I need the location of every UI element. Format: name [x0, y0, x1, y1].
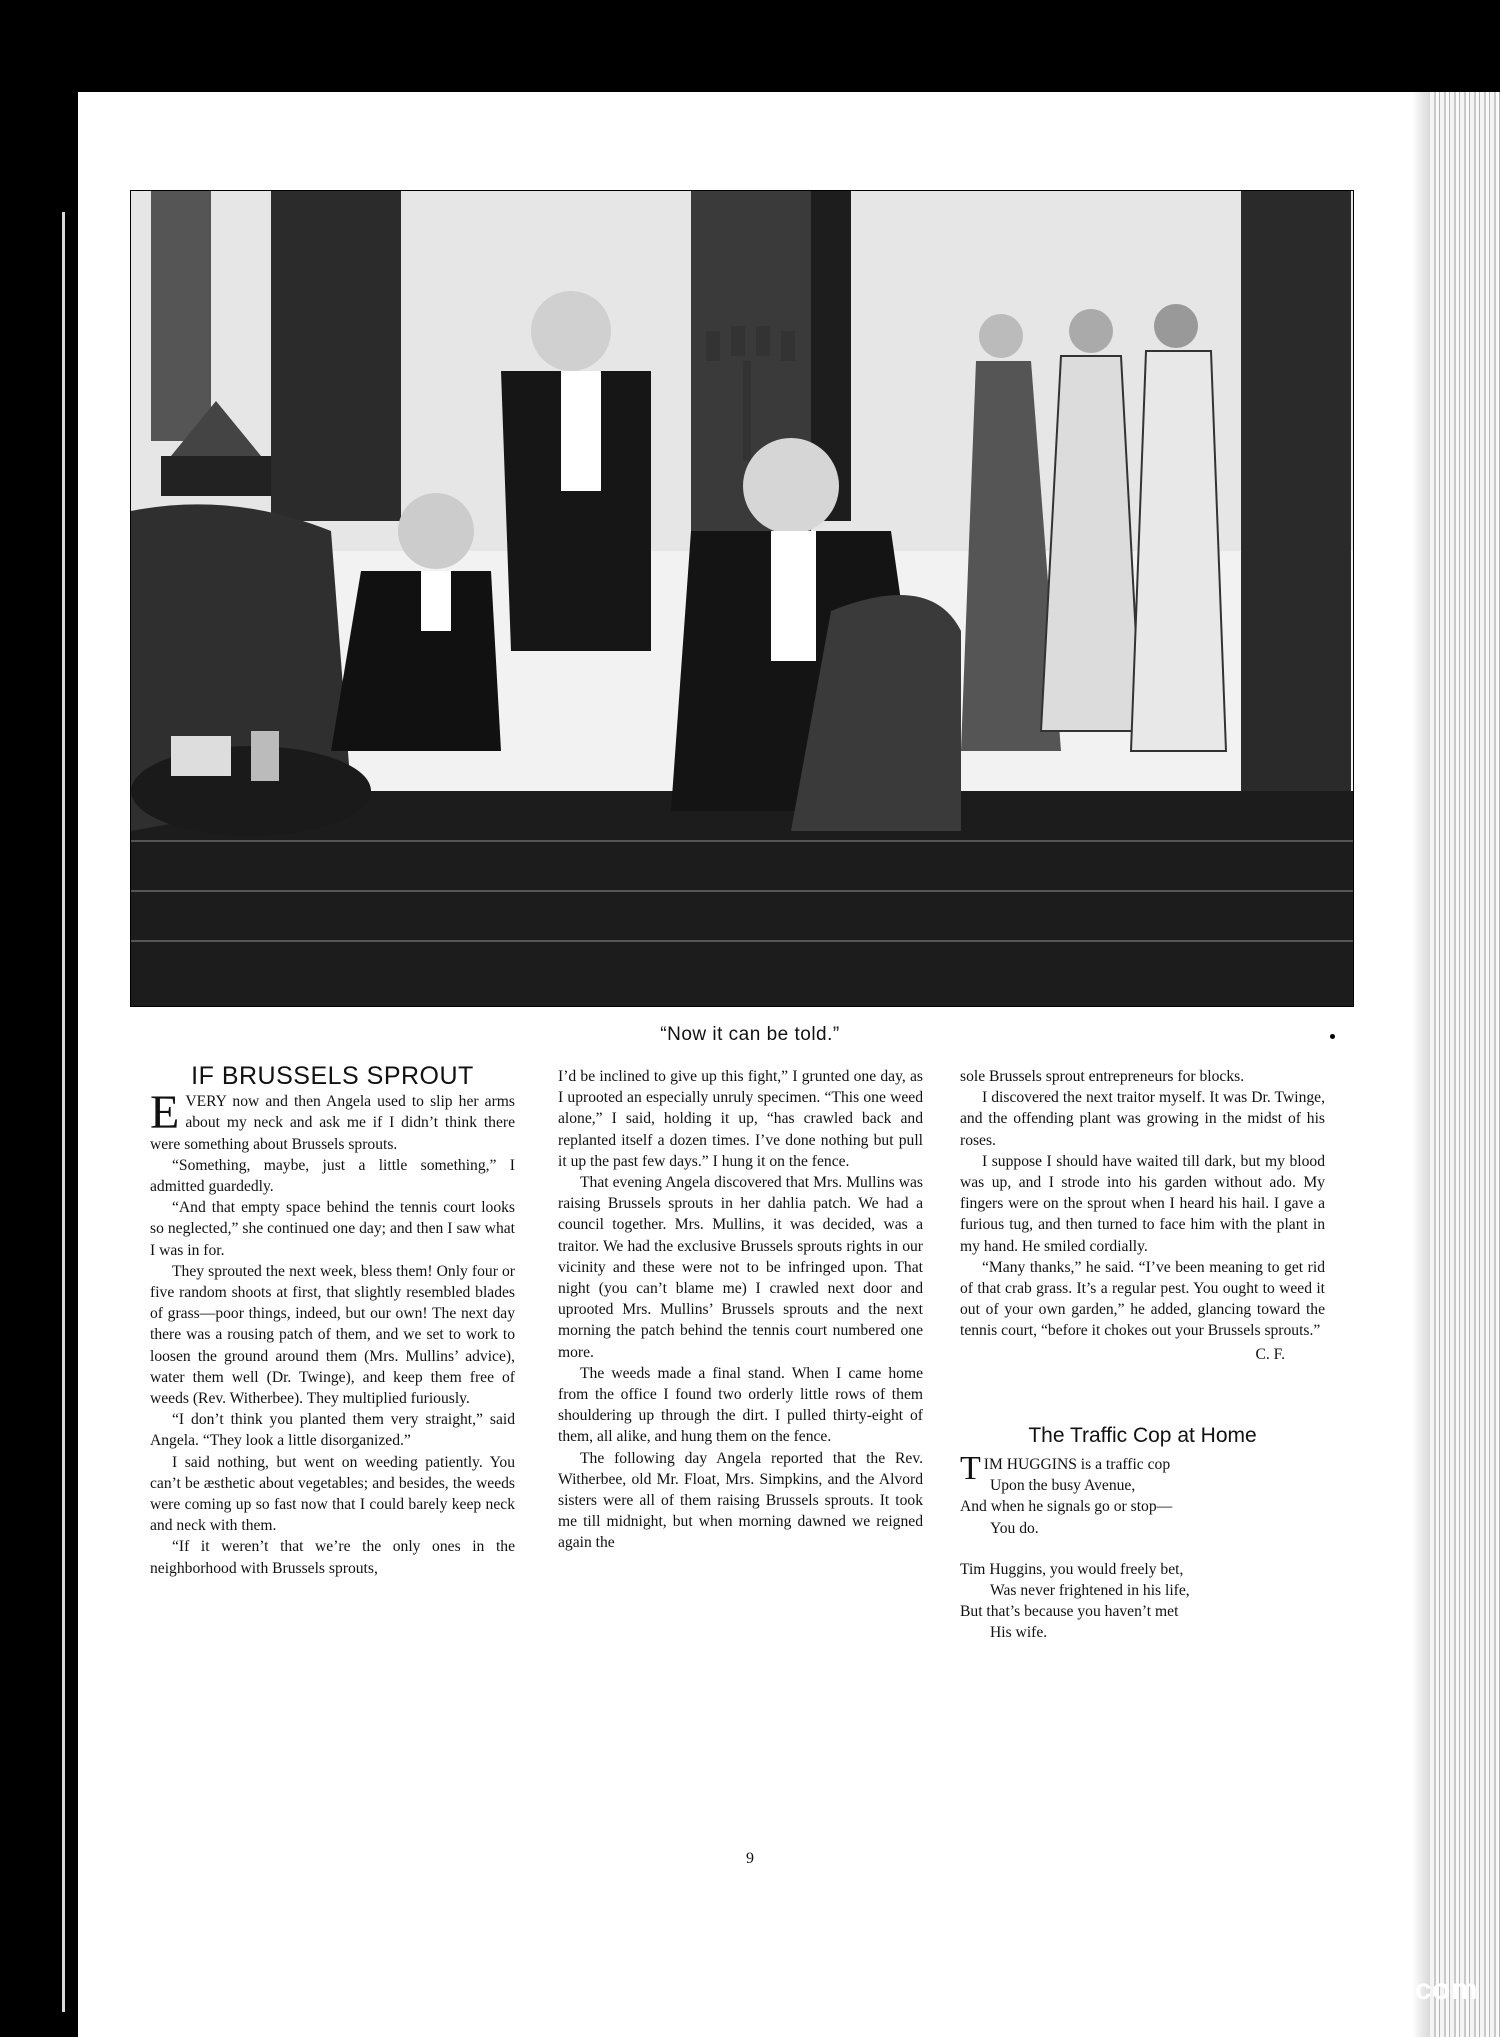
article-column-2: [558, 1066, 923, 1554]
poem-line: Upon the busy Avenue,: [990, 1477, 1136, 1495]
page-number: 9: [746, 1850, 754, 1867]
page-edge-shadow: [1412, 92, 1430, 2037]
author-signature: C. F.: [1255, 1345, 1285, 1363]
drawing-room-sketch: [131, 191, 1353, 1006]
illustration-caption: “Now it can be told.”: [660, 1024, 840, 1045]
article-paragraph: The following day Angela reported that the Rev. Witherbee, old Mr. Float, Mrs. Simpkins, and the Alvord sisters were all of them raising Brussels sprouts. It took me till midnight, but when morning dawned we reigned again the: [558, 1449, 923, 1552]
poem-line: TIM HUGGINS is a traffic cop: [960, 1450, 1171, 1488]
article-paragraph: sole Brussels sprout entrepreneurs for blocks.: [960, 1068, 1245, 1085]
article-column-3: [960, 1066, 1325, 1644]
article-column-1: [150, 1062, 515, 1579]
article-paragraph: The weeds made a final stand. When I came home from the office I found two orderly little rows of them shouldering up through the dirt. I pulled thirty-eight of them, all alike, and hung them on the fence.: [558, 1364, 923, 1446]
poem-line: His wife.: [990, 1624, 1048, 1642]
poem-line: Tim Huggins, you would freely bet,: [960, 1560, 1184, 1578]
book-spine: [0, 92, 78, 2037]
watermark-logo: comicbooks.com: [1225, 1973, 1478, 2006]
article-title: IF BRUSSELS SPROUT: [191, 1062, 474, 1090]
article-paragraph: “If it weren’t that we’re the only ones in the neighborhood with Brussels sprouts,: [150, 1538, 515, 1577]
article-drop-cap: E: [150, 1086, 180, 1140]
article-paragraph: They sprouted the next week, bless them! Only four or five random shoots at first, that slightly resembled blades of grass—poor things, indeed, but our own! The next day there was a rousing patch of them, and we set to work to loosen the ground around them (Mrs. Mullins’ advice), water them well (Dr. Twinge), and keep them free of weeds (Rev. Witherbee). They multiplied furiously.: [150, 1262, 515, 1408]
article-paragraph: That evening Angela discovered that Mrs. Mullins was raising Brussels sprouts in her dahlia patch. We had a council together. Mrs. Mullins, it was decided, was a traitor. We had the exclusive Brussels sprouts rights in our vicinity and these were not to be infringed upon. That night (you can’t blame me) I crawled next door and uprooted Mrs. Mullins’ Brussels sprouts and the next morning the patch behind the tennis court numbered one more.: [558, 1174, 923, 1361]
article-paragraph: “Something, maybe, just a little something,” I admitted guardedly.: [150, 1156, 515, 1196]
poem-drop-cap: T: [960, 1450, 981, 1488]
article-paragraph: I discovered the next traitor myself. It was Dr. Twinge, and the offending plant was growing in the midst of his roses.: [960, 1089, 1325, 1149]
article-paragraph: “And that empty space behind the tennis court looks so neglected,” she continued one day; and then I saw what I was in for.: [150, 1199, 515, 1259]
article-paragraph: I suppose I should have waited till dark, but my blood was up, and I strode into his garden without ado. My fingers were on the sprout when I heard his hail. I gave a furious tug, and then turned to face him with the plant in my hand. He smiled cordially.: [960, 1152, 1325, 1255]
poem-line: You do.: [990, 1519, 1039, 1537]
poem-line: But that’s because you haven’t met: [960, 1603, 1179, 1621]
spine-thread: [62, 212, 65, 2012]
poem: [960, 1450, 1325, 1644]
page-stack-edge: [1430, 92, 1500, 2037]
article-paragraph: I said nothing, but went on weeding patiently. You can’t be æsthetic about vegetables; and besides, the weeds were coming up so fast now that I could barely keep neck and neck with them.: [150, 1453, 515, 1535]
illustration: [130, 190, 1354, 1007]
article-paragraph: “Many thanks,” he said. “I’ve been meaning to get rid of that crab grass. It’s a regular pest. You ought to weed it out of your own garden,” he added, glancing toward the tennis court, “before it chokes out your Brussels sprouts.”: [960, 1258, 1325, 1340]
poem-title: The Traffic Cop at Home: [1028, 1423, 1257, 1447]
article-paragraph: I’d be inclined to give up this fight,” I grunted one day, as I uprooted an especially unruly specimen. “This one weed alone,” I said, holding it up, “has crawled back and replanted itself a dozen times. I’ve done nothing but pull it up the past few days.” I hung it on the fence.: [558, 1068, 923, 1170]
stanza-break: [960, 1539, 1325, 1559]
article-paragraph: “I don’t think you planted them very straight,” said Angela. “They look a little disorganized.”: [150, 1411, 515, 1450]
print-speck: [1330, 1034, 1335, 1039]
article-paragraph: EVERY now and then Angela used to slip her arms about my neck and ask me if I didn’t think there were something about Brussels sprouts.: [150, 1086, 515, 1153]
poem-line: Was never frightened in his life,: [990, 1582, 1190, 1600]
poem-line: And when he signals go or stop—: [960, 1498, 1173, 1516]
